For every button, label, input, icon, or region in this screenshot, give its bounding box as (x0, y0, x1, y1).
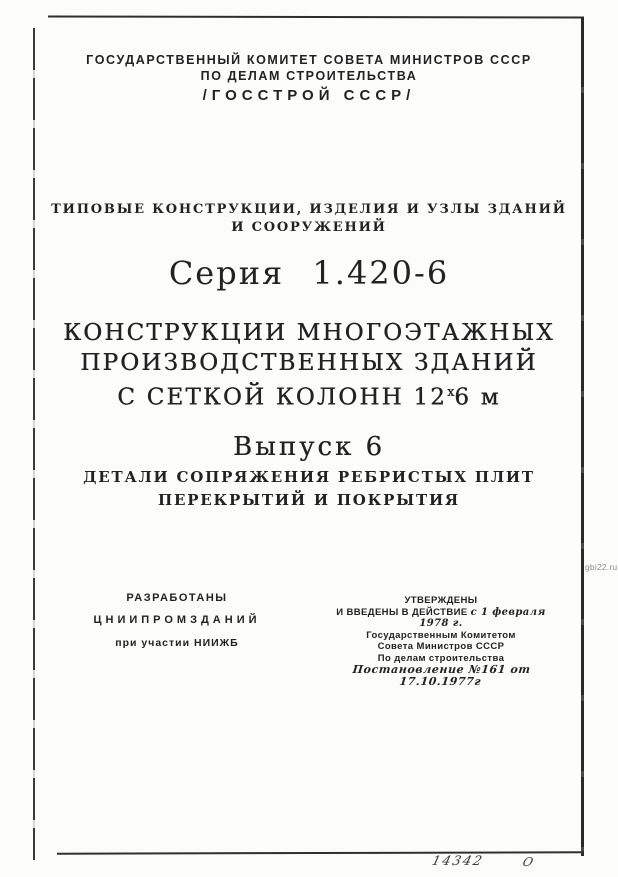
approved-line-2-date: с 1 февраля 1978 г. (419, 606, 546, 629)
typical-constructions-block (0, 201, 618, 237)
org-header (0, 52, 618, 105)
approved-resolution-line: Постановление №161 от 17.10.1977г (351, 663, 532, 688)
doc-title-line-3-sup: х (446, 385, 455, 400)
developed-by-block (62, 592, 292, 649)
series-label: Серия 1.420-6 (168, 254, 450, 292)
watermark-label: gbi22.ru (585, 562, 618, 572)
footer-handwritten-number: 14342 (430, 854, 486, 869)
doc-title-line-3-suffix: 6 м (454, 384, 501, 411)
approved-line-2 (320, 607, 562, 630)
org-header-line-2: ПО ДЕЛАМ СТРОИТЕЛЬСТВА (200, 69, 418, 83)
issue-subtitle-line-1: ДЕТАЛИ СОПРЯЖЕНИЯ РЕБРИСТЫХ ПЛИТ (83, 468, 535, 486)
footer-handwritten-mark: О (521, 855, 535, 869)
developed-line-3: при участии НИИЖБ (115, 637, 239, 649)
issue-heading: Выпуск 6 (232, 432, 386, 462)
approved-line-2-caps: И ВВЕДЕНЫ В ДЕЙСТВИЕ (336, 606, 468, 618)
doc-title (0, 318, 618, 413)
approved-line-3: Государственным Комитетом (366, 629, 516, 641)
typical-line-2: И СООРУЖЕНИЙ (231, 220, 387, 235)
developed-line-1: РАЗРАБОТАНЫ (126, 592, 228, 604)
org-header-line-3: /ГОССТРОЙ СССР/ (202, 87, 416, 104)
developed-line-2: ЦНИИПРОМЗДАНИЙ (93, 614, 261, 626)
issue-subtitle (0, 466, 618, 512)
doc-title-line-3 (0, 378, 618, 413)
approved-by-block (320, 595, 562, 687)
doc-title-line-1: КОНСТРУКЦИИ МНОГОЭТАЖНЫХ (63, 320, 555, 346)
approved-line-5: По делам строительства (377, 652, 505, 664)
doc-title-line-3-prefix: С СЕТКОЙ КОЛОНН 12 (117, 384, 447, 411)
issue-subtitle-line-2: ПЕРЕКРЫТИЙ И ПОКРЫТИЯ (158, 491, 460, 509)
border-top-line (48, 16, 584, 19)
doc-title-line-2: ПРОИЗВОДСТВЕННЫХ ЗДАНИЙ (80, 350, 538, 376)
approved-line-1: УТВЕРЖДЕНЫ (404, 595, 478, 606)
org-header-line-1: ГОСУДАРСТВЕННЫЙ КОМИТЕТ СОВЕТА МИНИСТРОВ СССР (86, 53, 532, 67)
approved-line-4: Совета Министров СССР (377, 641, 505, 652)
typical-line-1: ТИПОВЫЕ КОНСТРУКЦИИ, ИЗДЕЛИЯ И УЗЛЫ ЗДАНИЙ (51, 202, 567, 217)
border-bottom-line (57, 851, 584, 854)
